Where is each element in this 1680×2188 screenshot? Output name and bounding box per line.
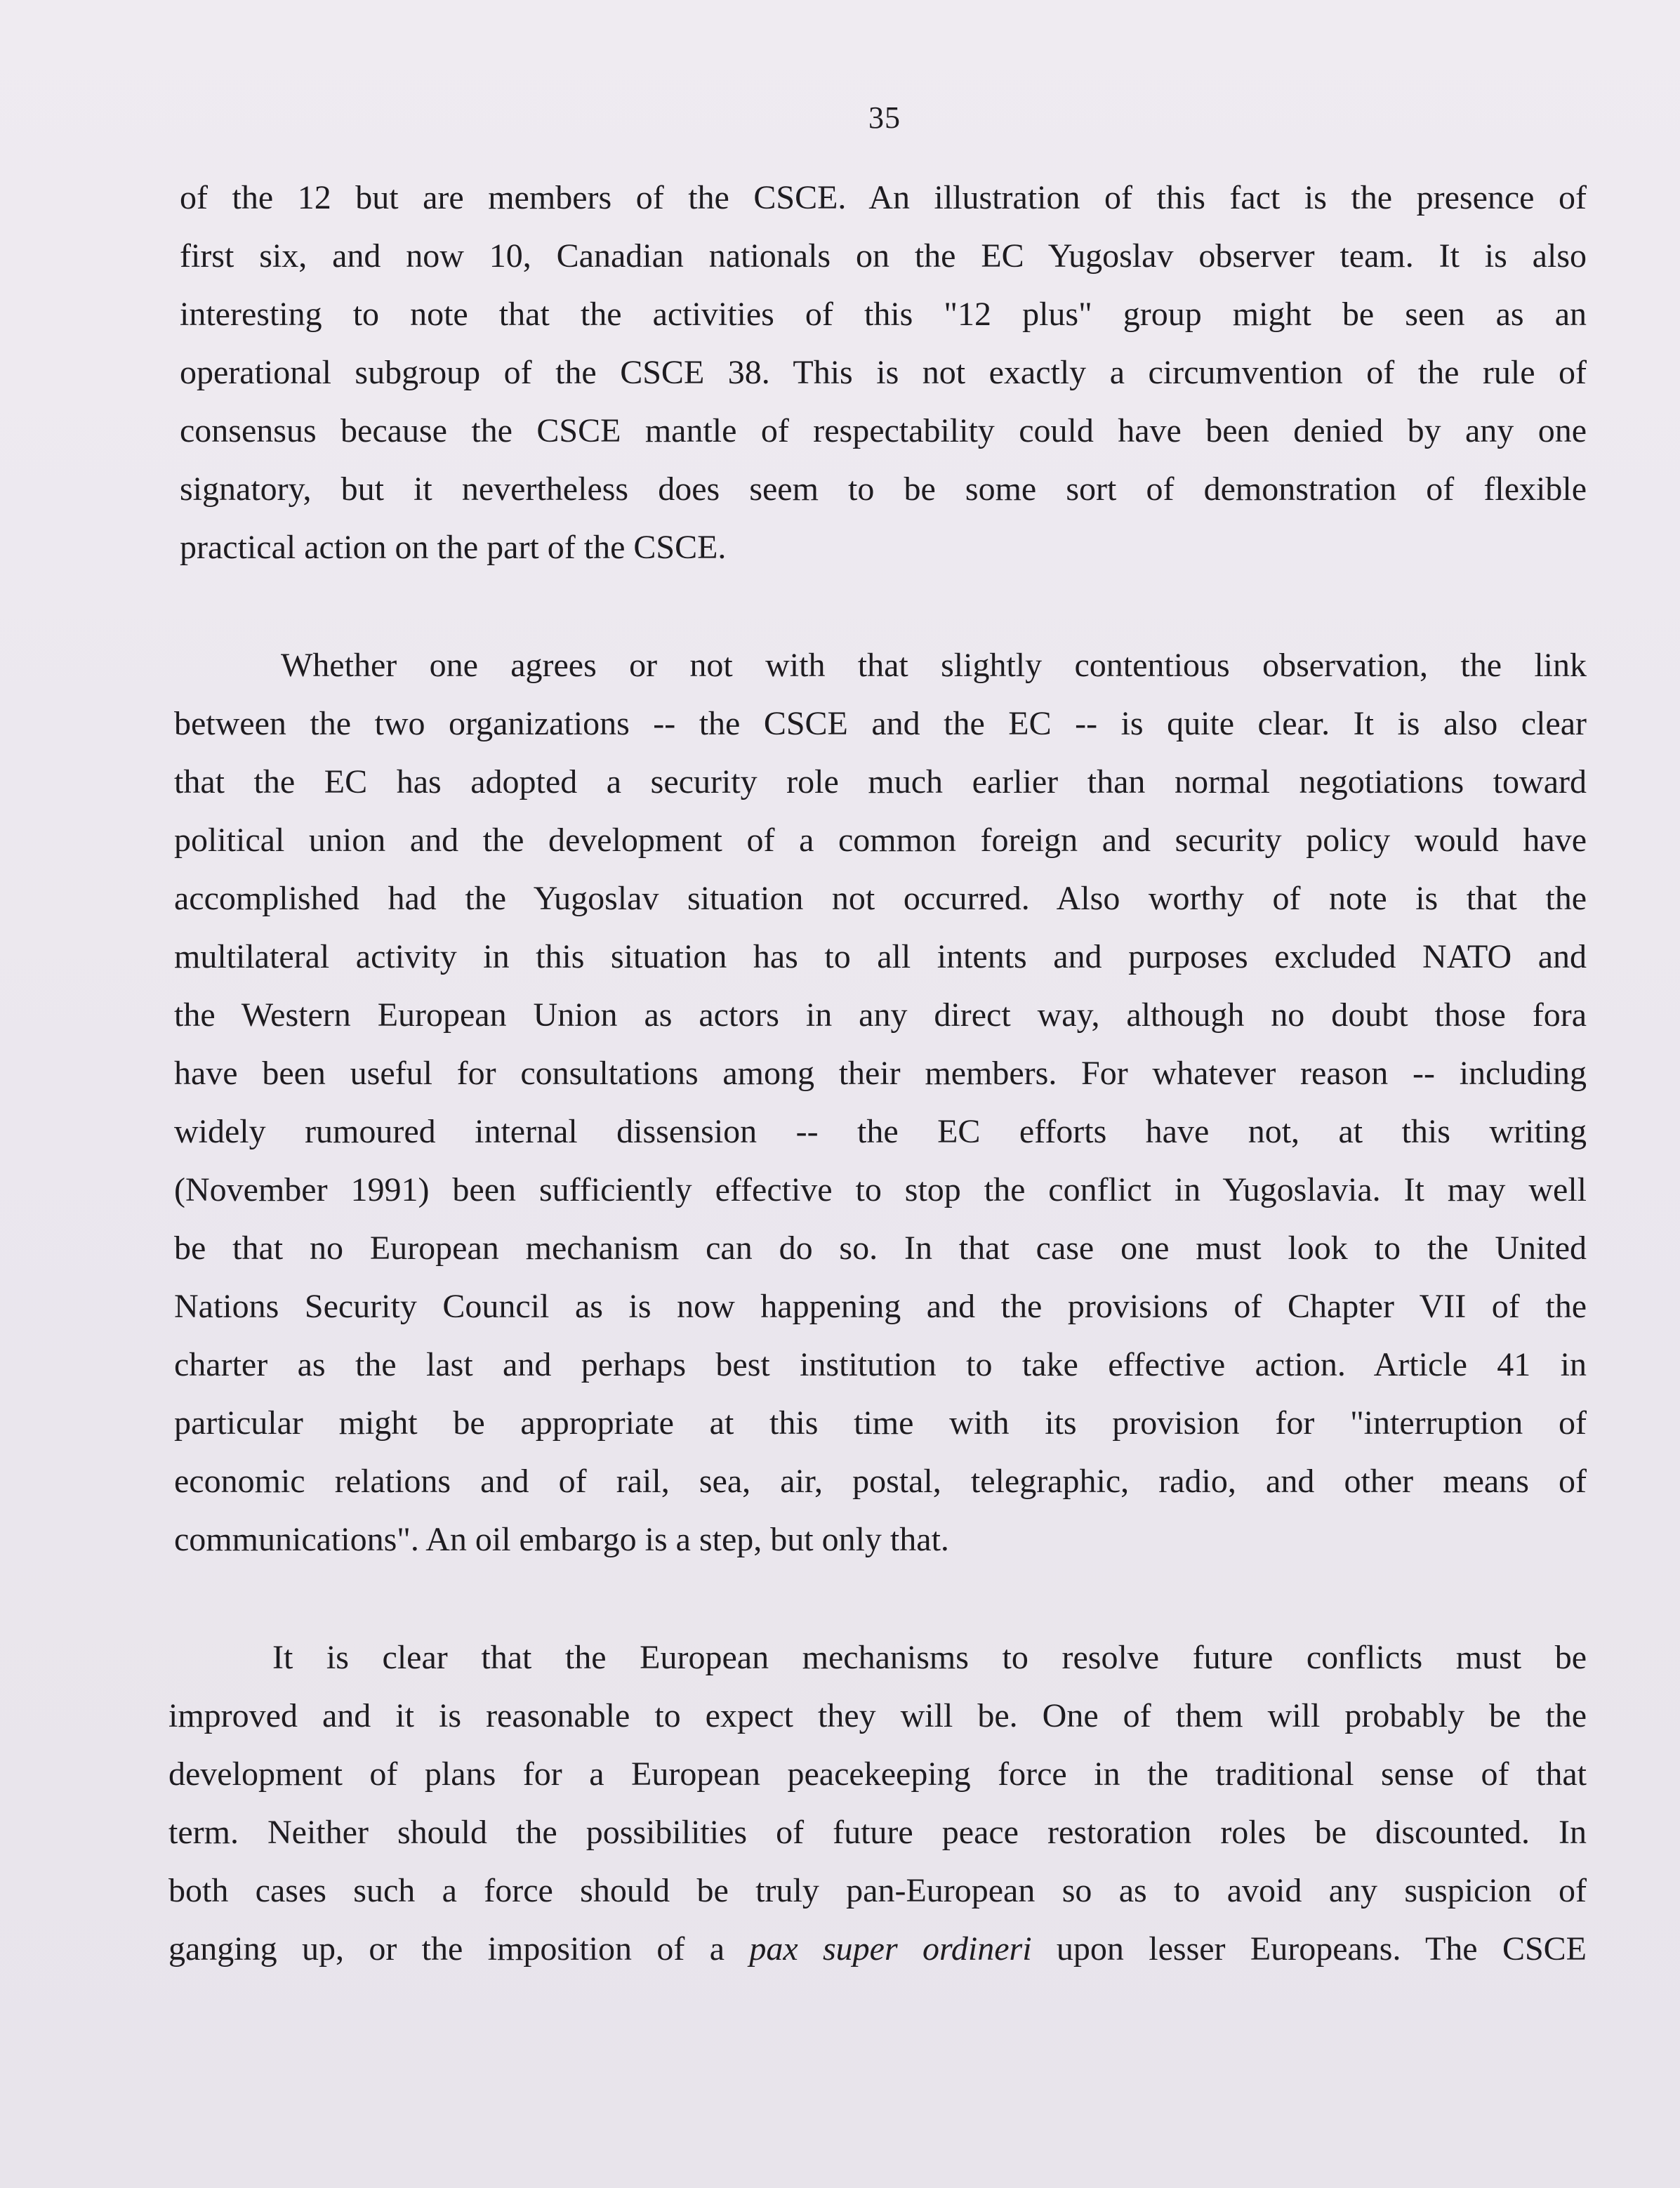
paragraph-2 bbox=[168, 636, 1587, 1569]
text-line bbox=[168, 1920, 1587, 1978]
text-run: ganging up, or the imposition of a bbox=[168, 1930, 750, 1968]
text-line: of the 12 but are members of the CSCE. An illustration of this fact is the presence of bbox=[180, 179, 1587, 216]
text-line: signatory, but it nevertheless does seem to be some sort of demonstration of flexible bbox=[180, 470, 1587, 508]
text-run: upon lesser Europeans. The CSCE bbox=[1031, 1930, 1587, 1968]
text-line: political union and the development of a common foreign and security policy would have bbox=[174, 822, 1587, 859]
text-line: Nations Security Council as is now happening and the provisions of Chapter VII of the bbox=[174, 1288, 1587, 1325]
text-line: accomplished had the Yugoslav situation not occurred. Also worthy of note is that the bbox=[174, 880, 1587, 917]
text-line: communications". An oil embargo is a step, but only that. bbox=[174, 1521, 949, 1558]
text-line: practical action on the part of the CSCE. bbox=[180, 529, 727, 566]
page-number: 35 bbox=[868, 100, 901, 135]
paragraph-1 bbox=[168, 169, 1587, 576]
text-line: first six, and now 10, Canadian nationals on the EC Yugoslav observer team. It is also bbox=[180, 237, 1587, 275]
text-line: improved and it is reasonable to expect they will be. One of them will probably be the bbox=[168, 1697, 1587, 1734]
paragraph-gap bbox=[168, 1569, 1587, 1628]
text-line: the Western European Union as actors in any direct way, although no doubt those fora bbox=[174, 996, 1587, 1034]
text-line: particular might be appropriate at this time with its provision for "interruption of bbox=[174, 1404, 1587, 1442]
body-text bbox=[168, 169, 1587, 1978]
paragraph-gap bbox=[168, 576, 1587, 636]
text-line: term. Neither should the possibilities of future peace restoration roles be discounted. In bbox=[168, 1814, 1587, 1851]
text-line: interesting to note that the activities of this "12 plus" group might be seen as an bbox=[180, 296, 1587, 333]
text-line: operational subgroup of the CSCE 38. This is not exactly a circumvention of the rule of bbox=[180, 354, 1587, 391]
text-line: It is clear that the European mechanisms to resolve future conflicts must be bbox=[272, 1639, 1587, 1676]
text-line: that the EC has adopted a security role much earlier than normal negotiations toward bbox=[174, 763, 1587, 800]
text-line: widely rumoured internal dissension -- the EC efforts have not, at this writing bbox=[174, 1113, 1587, 1150]
text-line: economic relations and of rail, sea, air, postal, telegraphic, radio, and other means of bbox=[174, 1463, 1587, 1500]
text-line: (November 1991) been sufficiently effective to stop the conflict in Yugoslavia. It may well bbox=[174, 1171, 1587, 1208]
text-line: multilateral activity in this situation has to all intents and purposes excluded NATO and bbox=[174, 938, 1587, 975]
text-line: have been useful for consultations among their members. For whatever reason -- including bbox=[174, 1055, 1587, 1092]
text-line: between the two organizations -- the CSCE and the EC -- is quite clear. It is also clear bbox=[174, 705, 1587, 742]
text-line: development of plans for a European peacekeeping force in the traditional sense of that bbox=[168, 1755, 1587, 1793]
text-line: charter as the last and perhaps best institution to take effective action. Article 41 in bbox=[174, 1346, 1587, 1383]
text-line: Whether one agrees or not with that slightly contentious observation, the link bbox=[281, 647, 1587, 684]
text-line: both cases such a force should be truly pan-European so as to avoid any suspicion of bbox=[168, 1872, 1587, 1909]
text-line: consensus because the CSCE mantle of respectability could have been denied by any one bbox=[180, 412, 1587, 449]
text-line: be that no European mechanism can do so. In that case one must look to the United bbox=[174, 1230, 1587, 1267]
paragraph-3 bbox=[168, 1628, 1587, 1978]
italic-phrase: pax super ordineri bbox=[749, 1930, 1032, 1968]
